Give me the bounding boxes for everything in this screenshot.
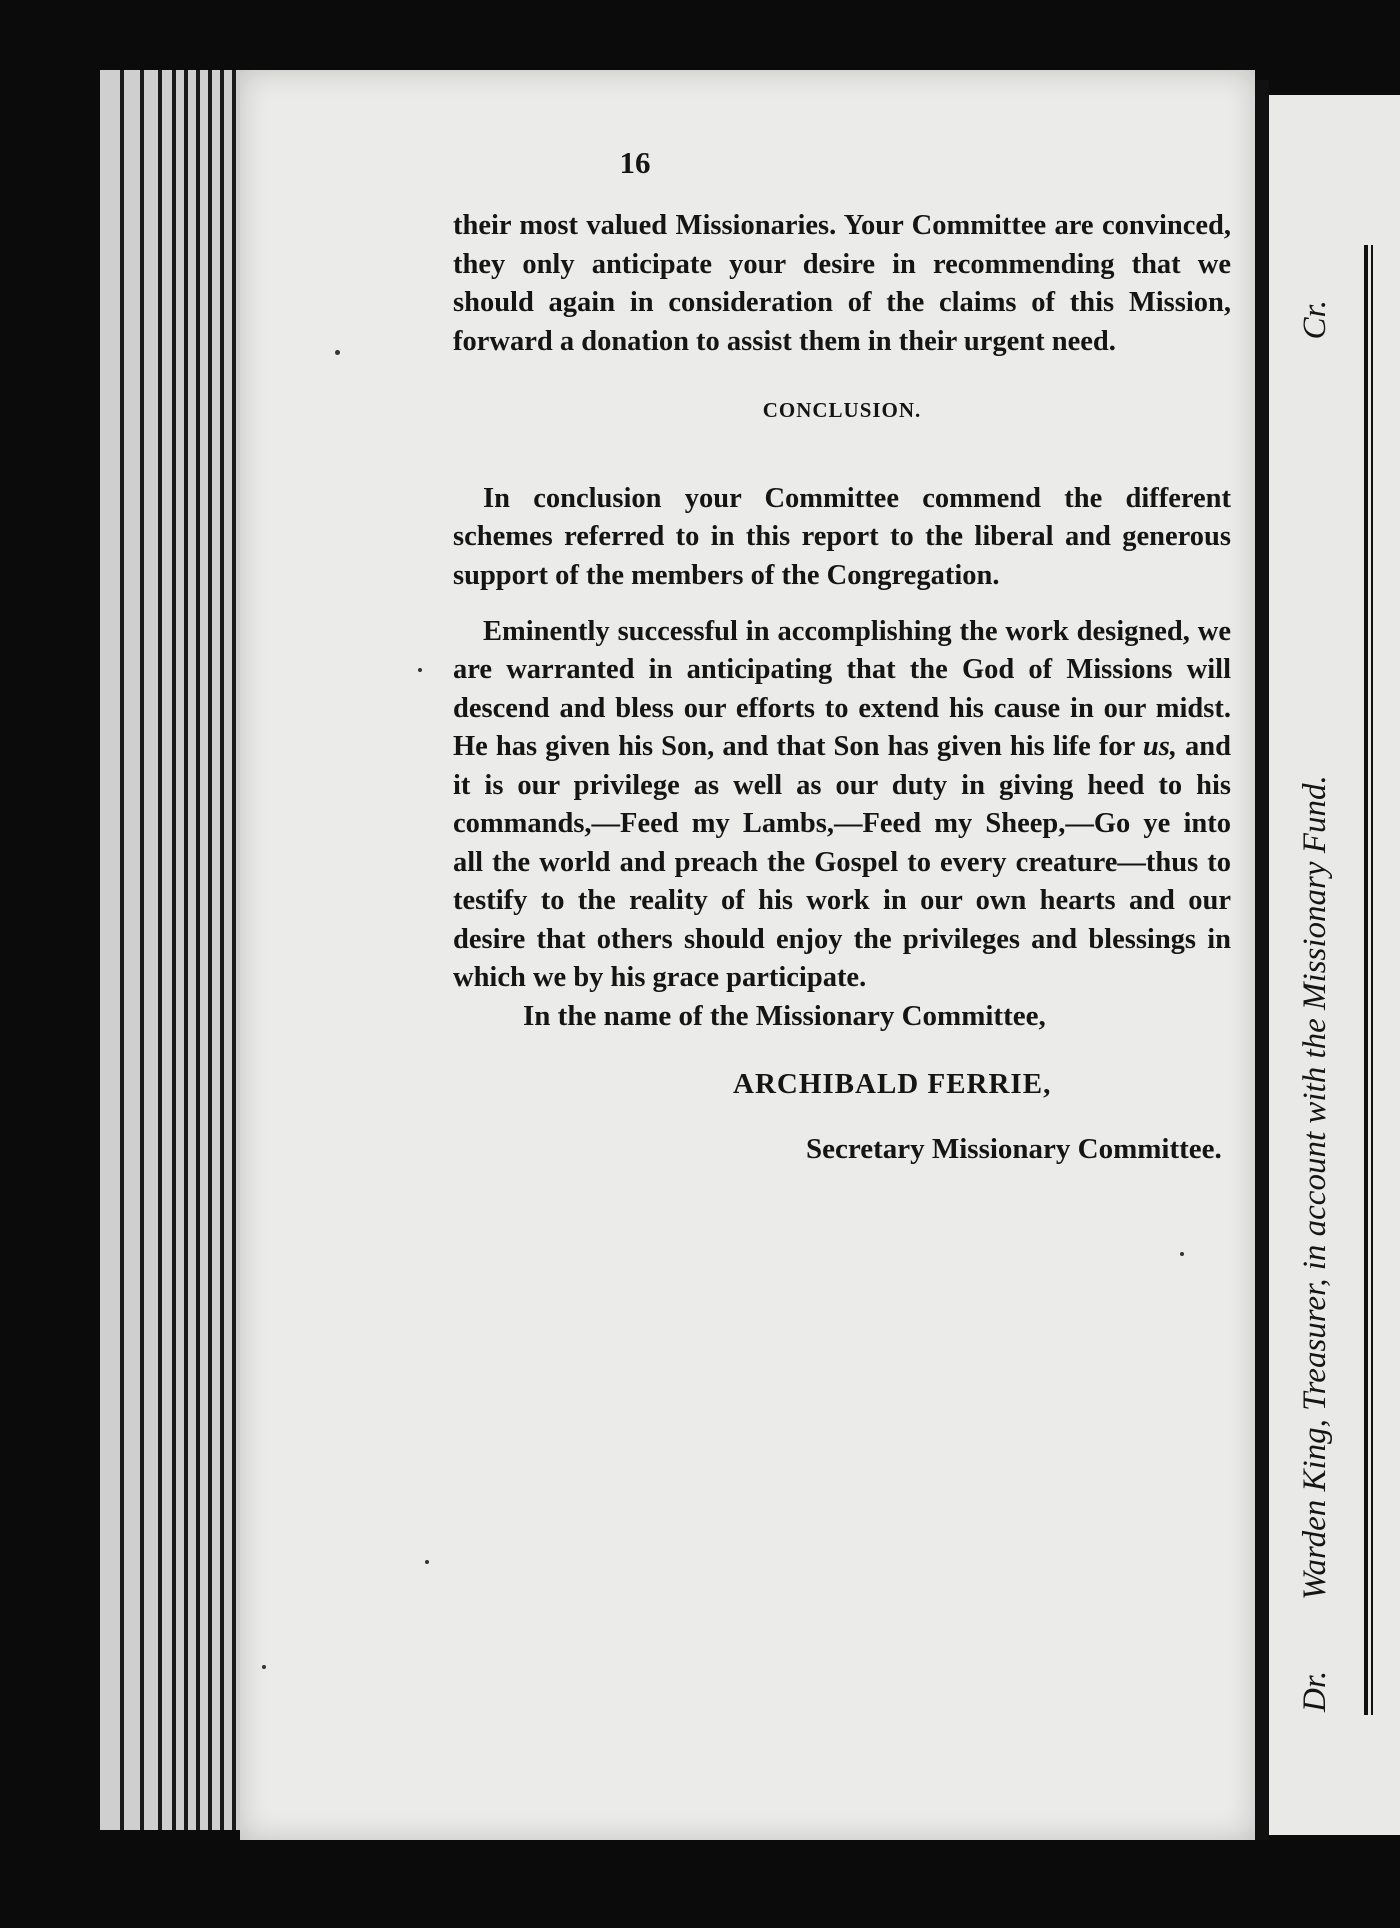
closing-line: In the name of the Missionary Committee, [523,1000,1046,1032]
paragraph-1 [453,207,1231,361]
paper-speck [425,1560,429,1564]
page-number: 16 [619,145,651,180]
page-edge-line [140,70,144,1830]
signature-name: ARCHIBALD FERRIE, [733,1068,1052,1100]
page-edge-line [120,70,124,1830]
ledger-title: Warden King, Treasurer, in account with the Missionary Fund. [1297,775,1333,1600]
page-edge-line [158,70,162,1830]
debit-label: Dr. [1297,1670,1333,1712]
section-heading: CONCLUSION. [762,398,922,422]
paper-speck [1180,1252,1184,1256]
paragraph-3-italic-word: us, [1142,731,1177,762]
paragraph-3-part-2: and it is our privilege as well as our duty in giving heed to his commands,—Feed my Lambs,—Feed my Sheep,—Go ye into all the world and preach the Gospel to every creature—thus to testify to the reality of his work in our own hearts and our desire that others should enjoy the privileges and blessings in which we by his grace participate. [453,731,1231,993]
credit-label: Cr. [1297,300,1333,340]
ledger-rule [1371,245,1373,1715]
page-edge-line [220,70,224,1830]
ledger-rule [1364,245,1368,1715]
facing-page [1269,95,1400,1835]
paragraph-3-part-1: Eminently successful in accomplishing the work designed, we are warranted in anticipating that the God of Missions will descend and bless our efforts to extend his cause in our midst. He has given his Son, and that Son has given his life for [453,615,1231,762]
page-edge-line [232,70,236,1830]
paragraph-2-text: In conclusion your Committee commend the different schemes referred to in this report to the liberal and generous support of the members of the Congregation. [453,482,1231,591]
paragraph-3 [453,584,1231,1026]
signature-title: Secretary Missionary Committee. [806,1133,1222,1165]
page-edge-line [172,70,176,1830]
paragraph-3-text [453,613,1231,998]
stacked-page-edges [100,70,250,1830]
paper-speck [335,350,340,355]
page-edge-line [196,70,200,1830]
paragraph-1-text: their most valued Missionaries. Your Committee are convinced, they only anticipate your desire in recommending that we should again in consideration of the claims of this Mission, forward a donation to assist them in their urgent need. [453,210,1231,357]
book-gutter [1255,80,1269,1840]
paper-speck [262,1665,266,1669]
page-edge-line [208,70,212,1830]
page-edge-line [184,70,188,1830]
paper-speck [418,668,422,672]
ledger-heading [1287,292,1343,1712]
